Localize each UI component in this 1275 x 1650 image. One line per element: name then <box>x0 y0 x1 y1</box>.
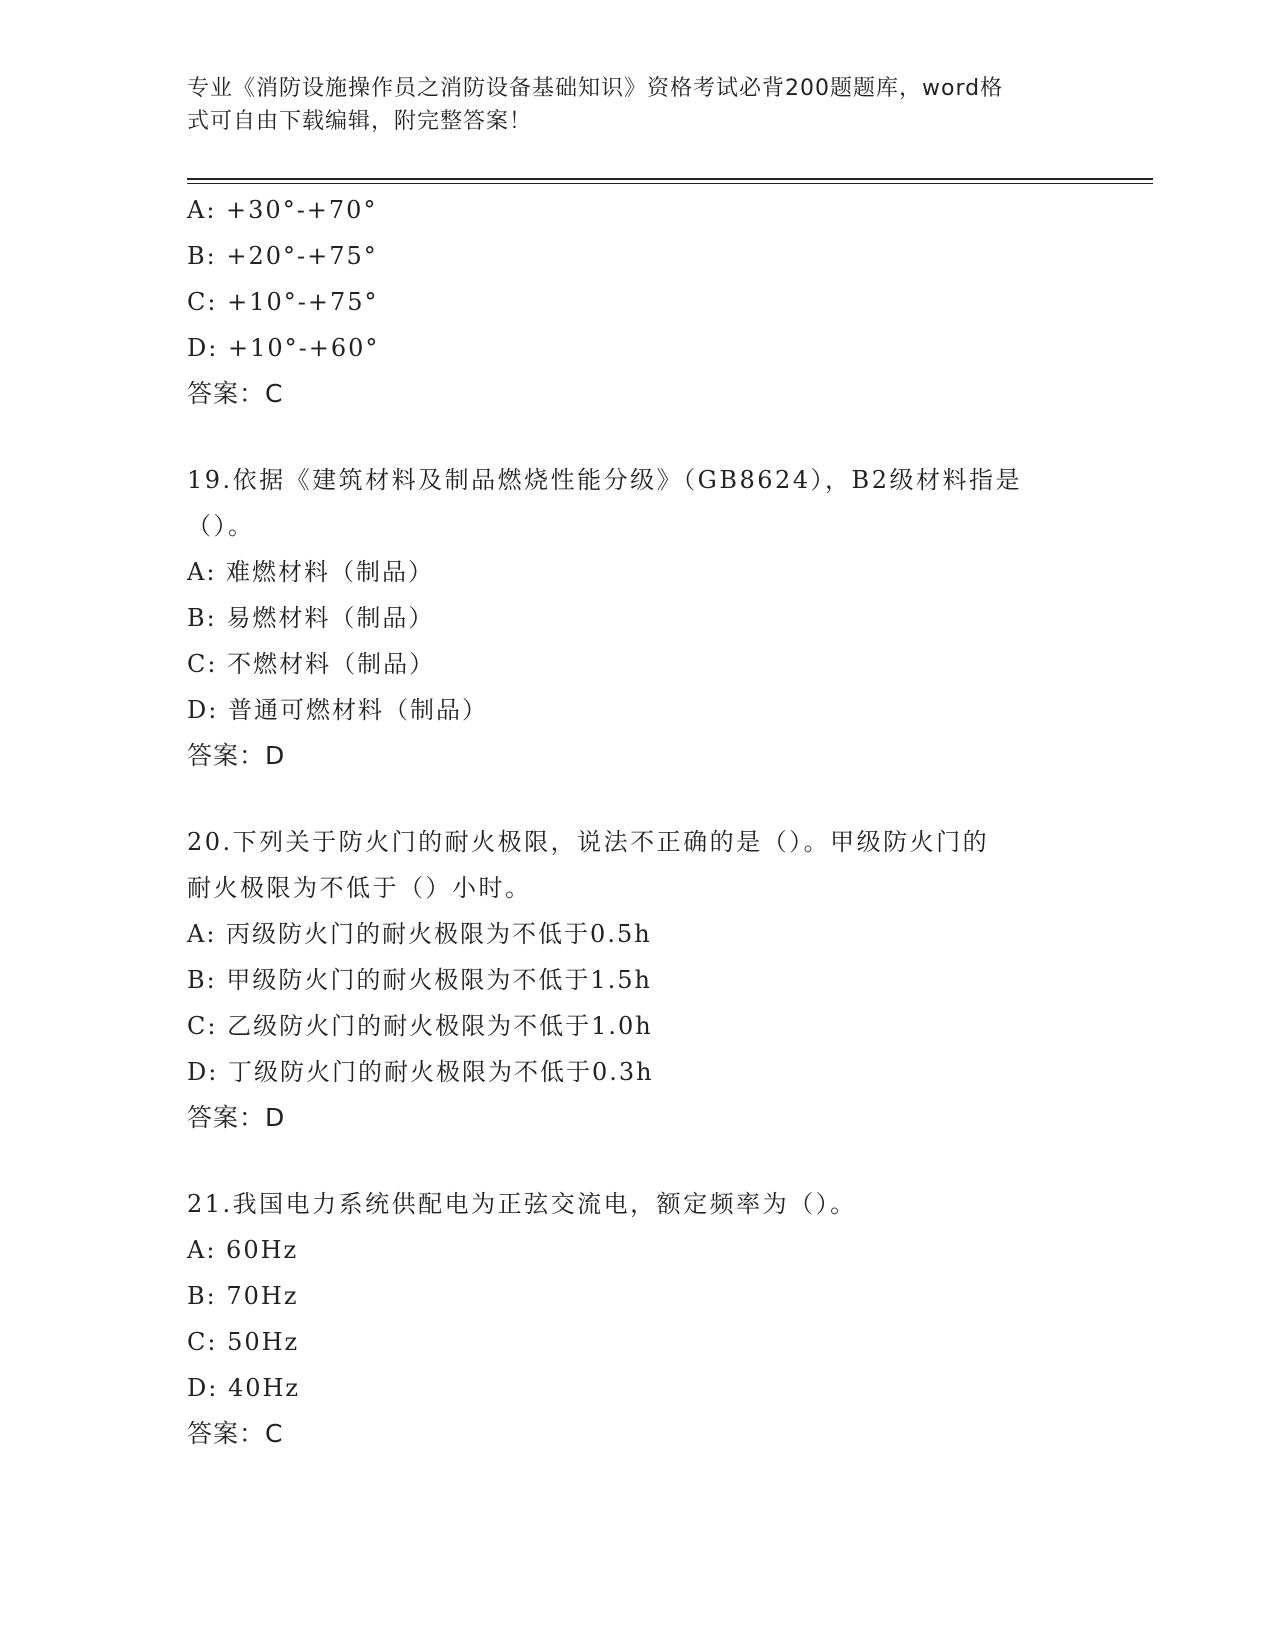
header-title-line-2: 式可自由下载编辑，附完整答案！ <box>187 109 533 134</box>
q20-option-c: C: 乙级防火门的耐火极限为不低于1.0h <box>187 1012 653 1040</box>
document-body <box>187 187 1087 1457</box>
q21-text-line-1: 21.我国电力系统供配电为正弦交流电，额定频率为（）。 <box>187 1190 857 1218</box>
question-18-block <box>187 187 1087 417</box>
q20-option-b: B: 甲级防火门的耐火极限为不低于1.5h <box>187 966 652 994</box>
q20-option-a: A: 丙级防火门的耐火极限为不低于0.5h <box>187 920 652 948</box>
q19-option-b: B: 易燃材料（制品） <box>187 604 435 632</box>
q20-text-line-1: 20.下列关于防火门的耐火极限，说法不正确的是（）。甲级防火门的 <box>187 828 990 856</box>
q21-option-a: A: 60Hz <box>187 1236 299 1264</box>
question-19-block <box>187 457 1087 779</box>
header-divider-thin <box>187 183 1153 184</box>
q18-option-a: A: +30°-+70° <box>187 196 378 224</box>
document-header <box>187 72 1067 138</box>
question-21-block <box>187 1181 1087 1457</box>
header-divider-thick <box>187 178 1153 180</box>
q20-text-line-2: 耐火极限为不低于（）小时。 <box>187 874 532 902</box>
q19-text-line-2: （）。 <box>187 512 255 540</box>
q20-option-d: D: 丁级防火门的耐火极限为不低于0.3h <box>187 1058 654 1086</box>
q19-option-d: D: 普通可燃材料（制品） <box>187 696 488 724</box>
q19-text-line-1: 19.依据《建筑材料及制品燃烧性能分级》（GB8624），B2级材料指是 <box>187 466 1022 494</box>
q18-answer: 答案：C <box>187 379 284 408</box>
q18-option-d: D: +10°-+60° <box>187 334 380 362</box>
q19-option-c: C: 不燃材料（制品） <box>187 650 436 678</box>
question-20-block <box>187 819 1087 1141</box>
q21-option-c: C: 50Hz <box>187 1328 300 1356</box>
q19-option-a: A: 难燃材料（制品） <box>187 558 435 586</box>
q20-answer: 答案：D <box>187 1103 286 1132</box>
q21-option-d: D: 40Hz <box>187 1374 301 1402</box>
header-title-line-1: 专业《消防设施操作员之消防设备基础知识》资格考试必背200题题库，word格 <box>187 76 1004 101</box>
q18-option-c: C: +10°-+75° <box>187 288 379 316</box>
q21-option-b: B: 70Hz <box>187 1282 299 1310</box>
q21-answer: 答案：C <box>187 1419 284 1448</box>
q18-option-b: B: +20°-+75° <box>187 242 378 270</box>
q19-answer: 答案：D <box>187 741 286 770</box>
